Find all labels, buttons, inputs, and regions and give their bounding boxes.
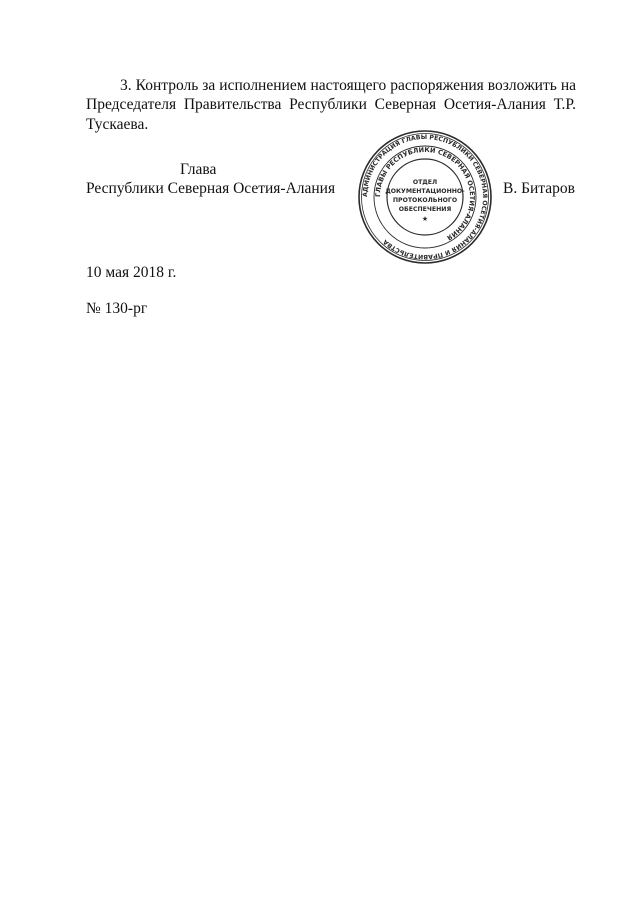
document-date: 10 мая 2018 г. xyxy=(86,264,177,281)
stamp-center-line-3: ПРОТОКОЛЬНОГО xyxy=(392,197,458,204)
signature-organization: Республики Северная Осетия-Алания xyxy=(86,180,336,197)
stamp-inner-ring-path: ГЛАВЫ РЕСПУБЛИКИ СЕВЕРНАЯ ОСЕТИЯ-АЛАНИЯ xyxy=(373,145,477,242)
stamp-center-line-2: ДОКУМЕНТАЦИОННО- xyxy=(385,188,465,195)
stamp-star-icon: ★ xyxy=(421,215,429,223)
signature-title: Глава xyxy=(180,161,217,178)
document-number: № 130-рг xyxy=(86,300,148,317)
stamp-center-line-1: ОТДЕЛ xyxy=(412,179,438,186)
stamp-outer-ring-path: АДМИНИСТРАЦИЯ ГЛАВЫ РЕСПУБЛИКИ СЕВЕРНАЯ ОСЕТИЯ-АЛАНИЯ И ПРАВИТЕЛЬСТВА xyxy=(361,133,489,261)
stamp-center-line-4: ОБЕСПЕЧЕНИЯ xyxy=(398,206,452,213)
signature-name: В. Битаров xyxy=(503,180,575,197)
official-stamp xyxy=(357,129,493,265)
control-paragraph: 3. Контроль за исполнением настоящего распоряжения возложить на Председателя Правительства Республики Северная Осетия-Алания Т.Р. Тускаева. xyxy=(86,76,576,133)
